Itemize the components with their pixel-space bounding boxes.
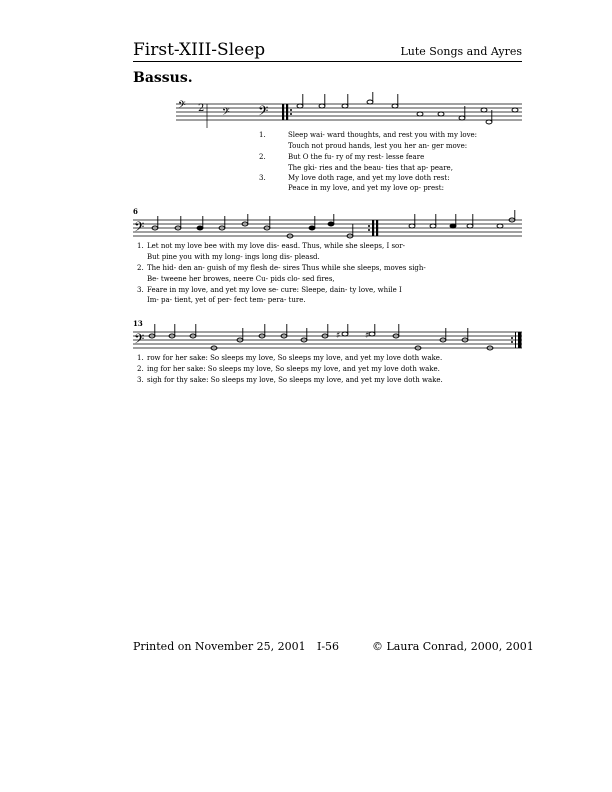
incipit xyxy=(178,99,230,128)
measure-number-6: 6 xyxy=(133,207,138,216)
lyric-line: But pine you with my long- ings long dis- pleasd. xyxy=(147,253,320,261)
page-number: I-56 xyxy=(317,640,340,653)
bass-clef-icon: 𝄢 xyxy=(134,331,145,350)
staff-system-3 xyxy=(133,319,522,350)
notes-system-3 xyxy=(149,324,493,350)
lyrics-system-1 xyxy=(259,131,477,192)
lyric-line: Touch not proud hands, lest you her an- ger move: xyxy=(288,142,468,150)
lyric-line: row for her sake: So sleeps my love, So sleeps my love, and yet my love doth wake. xyxy=(147,354,443,362)
lyric-line: Sleep wai- ward thoughts, and rest you with my love: xyxy=(288,131,478,139)
piece-title: First-XIII-Sleep xyxy=(133,40,266,60)
svg-text:♯: ♯ xyxy=(336,331,341,341)
lyric-line: My love doth rage, and yet my love doth rest: xyxy=(288,174,450,182)
lyric-line: The gki- ries and the beau- ties that ap- peare, xyxy=(288,164,453,172)
lyric-line: ing for her sake: So sleeps my love, So sleeps my love, and yet my love doth wake. xyxy=(147,365,440,373)
bass-clef-icon: 𝄢 xyxy=(134,219,145,238)
verse-number: 1. xyxy=(137,242,144,250)
printed-date: Printed on November 25, 2001 xyxy=(133,640,306,653)
svg-text:♯: ♯ xyxy=(365,331,370,341)
verse-number: 2. xyxy=(137,365,144,373)
lyrics-system-3 xyxy=(137,354,443,384)
incipit-clef: 𝄢 xyxy=(178,99,186,113)
incipit-clef-2: 𝄢 xyxy=(222,106,230,120)
part-name: Bassus. xyxy=(133,70,193,86)
lyric-line: Be- tweene her browes, neere Cu- pids clo- sed fires, xyxy=(147,275,335,283)
verse-number: 1. xyxy=(259,131,266,139)
bass-clef-icon: 𝄢 xyxy=(258,103,269,122)
verse-number: 2. xyxy=(259,153,266,161)
book-title: Lute Songs and Ayres xyxy=(400,45,522,58)
copyright-notice: © Laura Conrad, 2000, 2001 xyxy=(372,640,534,653)
staff-system-1 xyxy=(176,92,522,128)
lyric-line: Im- pa- tient, yet of per- fect tem- pera- ture. xyxy=(147,296,306,304)
lyric-line: But O the fu- ry of my rest- lesse feare xyxy=(288,153,425,161)
verse-number: 3. xyxy=(259,174,266,182)
incipit-time-signature: 2 xyxy=(198,103,205,114)
verse-number: 3. xyxy=(137,286,144,294)
verse-number: 1. xyxy=(137,354,144,362)
verse-number: 3. xyxy=(137,376,144,384)
verse-number: 2. xyxy=(137,264,144,272)
lyric-line: sigh for thy sake: So sleeps my love, So sleeps my love, and yet my love doth wake. xyxy=(147,376,443,384)
staff-system-2 xyxy=(133,207,522,238)
lyric-line: Peace in my love, and yet my love op- prest: xyxy=(288,184,444,192)
lyric-line: Let not my love bee with my love dis- easd. Thus, while she sleeps, I sor- xyxy=(147,242,405,250)
lyric-line: The hid- den an- guish of my flesh de- sires Thus while she sleeps, moves sigh- xyxy=(147,264,426,272)
lyric-line: Feare in my love, and yet my love se- cure: Sleepe, dain- ty love, while I xyxy=(147,286,402,294)
lyrics-system-2 xyxy=(137,242,426,304)
measure-number-13: 13 xyxy=(133,319,143,328)
